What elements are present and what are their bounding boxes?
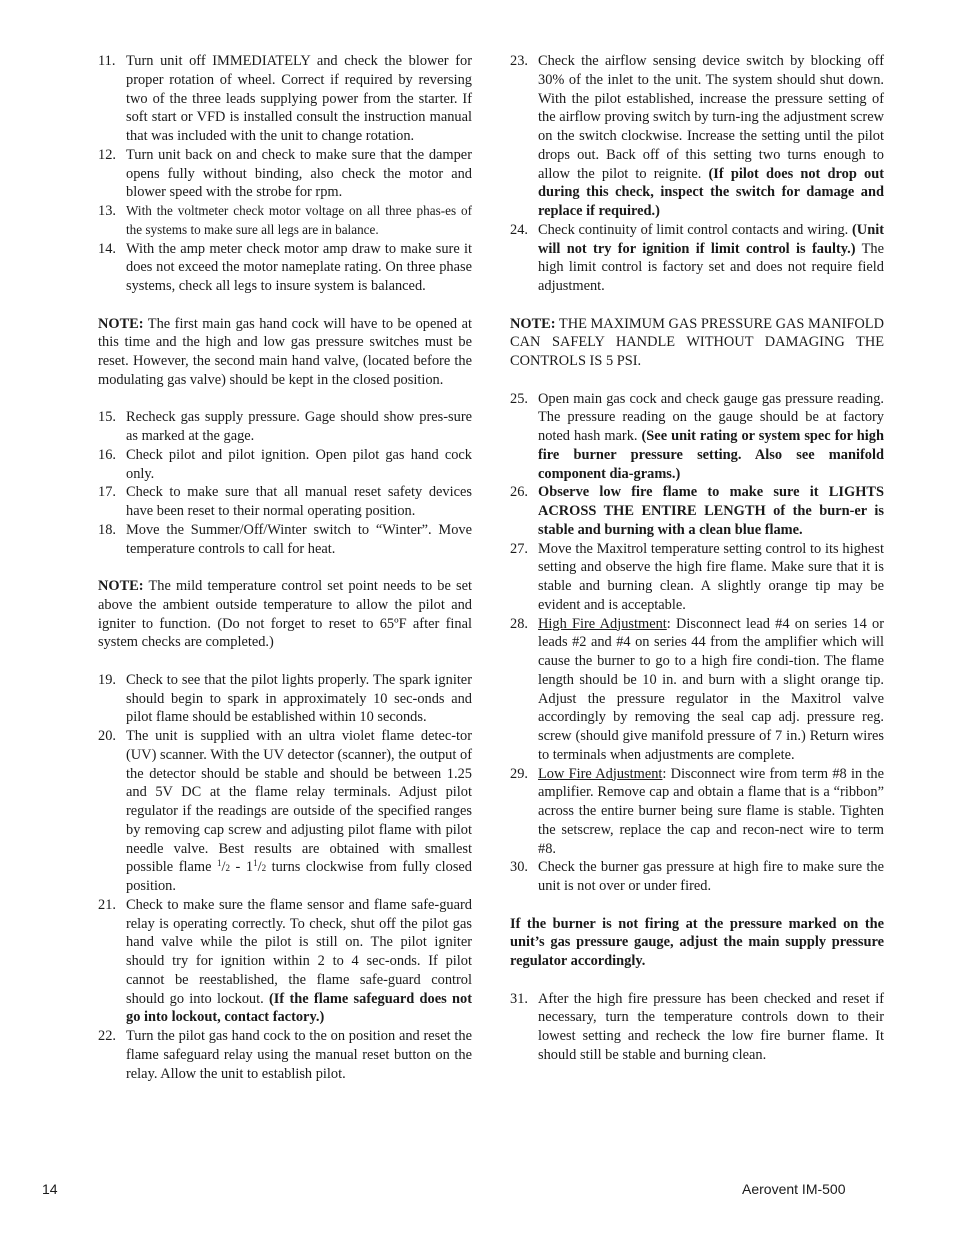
step-text: Move the Summer/Off/Winter switch to “Winter”. Move temperature controls to call for heat. — [126, 521, 472, 557]
step-number: 18. — [98, 521, 116, 538]
step-number: 19. — [98, 671, 116, 688]
step-number: 20. — [98, 728, 116, 744]
step-text-main: The unit is supplied with an ultra violet flame detec-tor (UV) scanner. With the UV detector (scanner), the output of the detector should be stable and should be between 1.25 and 5V DC at the flame relay terminals. Adjust pilot regulator if the readings are outside of the specified ranges by removing cap screw and adjusting pilot flame with pilot needle valve. Best results are obtained with smallest possible flame — [126, 728, 472, 876]
step-29 — [510, 765, 884, 859]
step-number: 25. — [510, 390, 528, 407]
note-label: NOTE: — [98, 315, 144, 332]
fraction-numerator: 1 — [253, 858, 258, 869]
step-text-bold: (If pilot does not drop out during this check, inspect the switch for damage and replace if required.) — [538, 165, 884, 219]
step-text-tail: turns clockwise from fully closed position. — [126, 859, 473, 894]
step-text: Check pilot and pilot ignition. Open pilot gas hand cock only. — [126, 446, 472, 482]
step-number: 28. — [510, 615, 528, 632]
step-26 — [510, 483, 884, 539]
step-text: After the high fire pressure has been checked and reset if necessary, turn the temperature controls down to their lowest setting and recheck the low fire burner flame. It should still be stable and burning clean. — [538, 990, 884, 1063]
step-25 — [510, 390, 884, 484]
step-text — [538, 615, 884, 765]
step-16 — [98, 446, 472, 484]
note-main-regulator — [510, 915, 884, 971]
step-text: Turn unit off IMMEDIATELY and check the blower for proper rotation of wheel. Correct if required by reversing two of the three leads supplying power from the starter. If soft start or VFD is installed consult the instruction manual that was included with the unit to change rotation. — [126, 53, 472, 144]
document-id: Aerovent IM-500 — [742, 1181, 846, 1197]
note-temperature-set-point — [98, 577, 472, 652]
step-31 — [510, 990, 884, 1065]
step-number: 24. — [510, 221, 528, 238]
step-text-bold: (If the flame safeguard does not go into lockout, contact factory.) — [126, 990, 473, 1026]
step-number: 14. — [98, 240, 116, 257]
step-text-main: Check to make sure the flame sensor and flame safe-guard relay is operating correctly. To check, shut off the pilot gas hand valve while the pilot is still on. The pilot igniter should try for ignition within 2 to 4 sec-onds. If pilot cannot be reestablished, the flame safe-guard control should go into lockout. — [126, 896, 472, 1007]
step-text: The unit is supplied with an ultra violet flame detec-tor (UV) scanner. With the UV detector (scanner), the output of the detector should be stable and should be between 1.25 and 5V DC at the flame relay terminals. Adjust pilot regulator if the readings are outside of the specified ranges by removing cap screw and adjusting pilot flame with pilot needle valve. Best results are obtained with smallest possible flame $^1/2 - 1^1/2$ turns clockwise from fully closed position. — [126, 728, 473, 894]
fraction-denominator: 2 — [225, 863, 231, 874]
step-text — [538, 221, 884, 296]
step-text-bold: (Unit will not try for ignition if limit control is faulty.) — [538, 221, 884, 257]
step-text: Check to see that the pilot lights properly. The spark igniter should begin to spark in approximately 10 sec-onds and pilot flame should be established within 10 seconds. — [126, 671, 472, 726]
step-14 — [98, 240, 472, 296]
step-text — [538, 390, 884, 484]
step-heading: Low Fire Adjustment — [538, 765, 663, 782]
step-number: 26. — [510, 484, 528, 501]
step-text: Check the burner gas pressure at high fire to make sure the unit is not over or under fired. — [538, 859, 884, 894]
step-27 — [510, 540, 884, 615]
step-text: Turn unit back on and check to make sure that the damper opens fully without binding, also check the motor and blower speed with the strobe for rpm. — [126, 146, 472, 201]
step-21 — [98, 896, 472, 1027]
step-text: With the amp meter check motor amp draw to make sure it does not exceed the motor nameplate rating. On three phase systems, check all legs to insure system is balanced. — [126, 240, 472, 294]
step-number: 13. — [98, 203, 116, 219]
step-text: Recheck gas supply pressure. Gage should show pres-sure as marked at the gage. — [126, 409, 472, 444]
step-20 — [98, 727, 472, 896]
step-text-main: : Disconnect wire from term #8 in the amplifier. Remove cap and obtain a flame that is a “ribbon” across the entire burner being sure flame is stable. Tighten the setscrew, replace the cap and recon-nect wire to term #8. — [538, 765, 884, 857]
note-text-bold: If the burner is not firing at the pressure marked on the unit’s gas pressure gauge, adjust the main supply pressure regulator accordingly. — [510, 915, 884, 969]
step-text-main: Open main gas cock and check gauge gas pressure reading. The pressure reading on the gauge should be at factory noted hash mark. — [538, 390, 884, 444]
step-number: 16. — [98, 446, 116, 463]
note-gas-hand-cock — [98, 315, 472, 390]
step-11 — [98, 52, 472, 146]
step-number: 27. — [510, 540, 528, 557]
fraction-denominator: 2 — [261, 863, 267, 874]
step-number: 30. — [510, 859, 528, 876]
step-23 — [510, 52, 884, 221]
note-label: NOTE: — [510, 315, 556, 332]
note-text: The mild temperature control set point needs to be set above the ambient outside temperature to allow the pilot and igniter to function. (Do not forget to reset to 65ºF after final system checks are completed.) — [98, 578, 472, 651]
step-17 — [98, 483, 472, 521]
step-19 — [98, 671, 472, 727]
step-24 — [510, 221, 884, 296]
page-number: 14 — [42, 1181, 58, 1197]
step-number: 12. — [98, 146, 116, 163]
step-text-main: Check the airflow sensing device switch by blocking off 30% of the inlet to the unit. The system should shut down. With the pilot established, increase the pressure setting of the airflow proving switch by turn-ing the adjustment screw on the switch clockwise. Increase the setting until the pilot drops out. Back off of this setting two turns enough to allow the pilot to reignite. — [538, 53, 884, 182]
step-number: 23. — [510, 53, 528, 69]
step-30 — [510, 858, 884, 896]
step-text-bold: Observe low fire flame to make sure it LIGHTS ACROSS THE ENTIRE LENGTH of the burn-er is stable and burning with a clean blue flame. — [538, 484, 884, 538]
note-label: NOTE: — [98, 578, 144, 594]
step-text-tail: The high limit control is factory set and does not require field adjustment. — [538, 240, 884, 294]
right-column — [510, 52, 884, 1065]
step-number: 29. — [510, 765, 528, 782]
step-number: 17. — [98, 484, 116, 501]
note-text: The first main gas hand cock will have to be opened at this time and the high and low gas pressure switches must be reset. However, the second main hand valve, (located before the modulating gas valve) should be kept in the closed position. — [98, 315, 472, 388]
step-number: 22. — [98, 1028, 116, 1044]
step-text — [126, 896, 472, 1027]
step-text-main: Check continuity of limit control contacts and wiring. — [538, 221, 853, 238]
note-max-gas-pressure — [510, 315, 884, 371]
step-text: With the voltmeter check motor voltage on all three phas-es of the systems to make sure all legs are in balance. — [126, 203, 472, 237]
left-column — [98, 52, 472, 1083]
step-text: Move the Maxitrol temperature setting control to its highest setting and observe the high fire flame. Make sure that it is stable and burning clean. A slightly orange tip may be evident and is acceptable. — [538, 540, 884, 613]
step-text — [538, 765, 884, 859]
step-28 — [510, 615, 884, 765]
step-text: Check to make sure that all manual reset safety devices have been reset to their normal operating position. — [126, 484, 472, 519]
range-dash: - 1 — [230, 859, 254, 876]
fraction-numerator: 1 — [217, 858, 222, 869]
step-number: 11. — [98, 53, 116, 69]
step-13 — [98, 202, 472, 240]
step-12 — [98, 146, 472, 202]
step-number: 15. — [98, 409, 116, 426]
step-22 — [98, 1027, 472, 1083]
step-heading: High Fire Adjustment — [538, 615, 667, 632]
step-text-bold: (See unit rating or system spec for high fire burner pressure setting. Also see manifold component dia-grams.) — [538, 428, 885, 482]
step-18 — [98, 521, 472, 559]
step-text: Turn the pilot gas hand cock to the on position and reset the flame safeguard relay using the manual reset button on the relay. Allow the unit to establish pilot. — [126, 1028, 472, 1082]
step-number: 31. — [510, 990, 528, 1007]
note-text: THE MAXIMUM GAS PRESSURE GAS MANIFOLD CAN SAFELY HANDLE WITHOUT DAMAGING THE CONTROLS IS 5 PSI. — [510, 315, 884, 369]
step-text — [538, 52, 884, 221]
step-15 — [98, 408, 472, 446]
step-text-main: : Disconnect lead #4 on series 14 or leads #2 and #4 on series 44 from the amplifier which will cause the burner to go to a high fire condi-tion. The flame length should be 10 in. and burn with a slight orange tip. Adjust the pressure regulator in the Maxitrol valve accordingly by removing the seal cap adj. pressure reg. screw (should give manifold pressure of 7 in.) Return wires to terminals when adjustments are complete. — [538, 615, 884, 763]
step-number: 21. — [98, 896, 116, 913]
